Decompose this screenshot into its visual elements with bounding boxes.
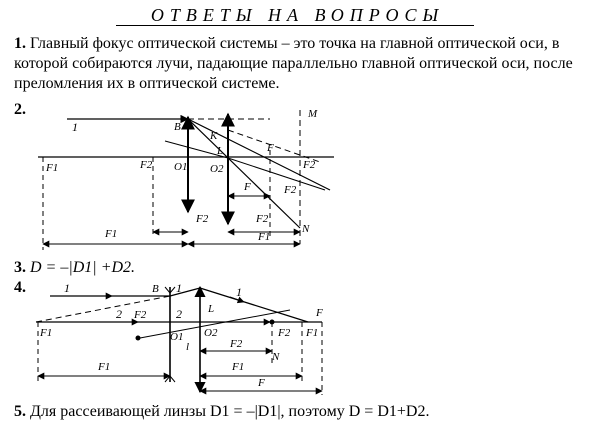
answer-1-number: 1. [14,35,26,52]
label-ray-1: 1 [72,120,78,134]
label-N: N [272,351,280,363]
answer-2-number: 2. [14,101,26,118]
answer-4-number: 4. [14,279,26,296]
label-O1: O1 [170,331,184,343]
label-M: M [308,108,318,120]
label-O1: O1 [174,161,188,173]
label-F1: F1 [40,327,53,339]
label-dim-F1-left: F1 [105,228,118,240]
answer-3-number: 3. [14,259,26,276]
label-B: B [152,283,159,295]
label-O2: O2 [204,327,218,339]
answer-1-text: Главный фокус оптической системы – это точка на главной оптической оси, в которой собираются лучи, падающие параллельно главной оптической оси, после преломления их в оптической системе. [14,35,573,92]
label-ray-1b: 1 [176,281,182,295]
label-N: N [302,223,310,235]
label-F2-left: F2 [140,159,153,171]
label-dim-F2-left: F2 [196,213,209,225]
label-dim-F1-right: F1 [258,231,271,243]
label-dim-F2: F2 [230,338,243,350]
label-K: K [210,130,218,142]
ray-1-virtual [36,296,170,322]
label-F2-focus: F2 [284,184,297,196]
ray-1-refracted-a [170,288,200,296]
label-L: L [208,303,215,315]
label-L: L [217,145,224,157]
label-ray-1a: 1 [64,281,70,295]
label-O2: O2 [210,163,224,175]
label-F: F [267,142,274,154]
answer-5-text: Для рассеивающей линзы D1 = –|D1|, поэтому D = D1+D2. [30,403,430,420]
label-F2-right: F2 [303,159,316,171]
label-dim-F1-left: F1 [98,361,111,373]
label-F1: F1 [46,162,59,174]
label-l: l [186,341,190,353]
label-dim-F2-right: F2 [256,213,269,225]
label-dim-F: F [258,377,265,389]
label-F2-right: F2 [278,327,291,339]
focus-F2-left [136,336,141,341]
label-dim-F1-right: F1 [232,361,245,373]
answer-5 [14,402,589,422]
label-F2-left: F2 [134,309,147,321]
label-F-top: F [316,307,323,319]
label-F1-right: F1 [306,327,319,339]
page-title: ОТВЕТЫ НА ВОПРОСЫ [150,5,445,25]
label-ray-2a: 2 [116,307,122,321]
answer-3-text: D = –|D1| +D2. [30,259,136,276]
label-ray-2b: 2 [176,307,182,321]
answer-5-number: 5. [14,403,26,420]
label-ray-1c: 1 [236,285,242,299]
label-B: B [174,121,181,133]
label-dim-F: F [244,181,251,193]
